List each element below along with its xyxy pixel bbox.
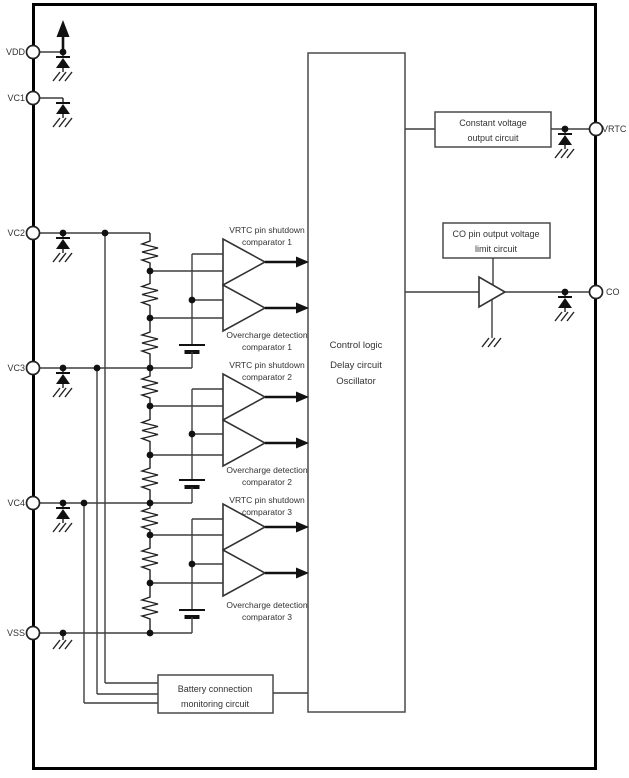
junction-dot — [102, 230, 109, 237]
ground-symbol — [53, 640, 72, 649]
arrowhead-icon — [296, 438, 309, 449]
junction-dot — [189, 561, 196, 568]
pin-co — [590, 286, 603, 299]
comparator-label: comparator 3 — [241, 507, 293, 517]
arrowhead-icon — [296, 522, 309, 533]
junction-dot — [60, 630, 67, 637]
control-logic-label-2: Delay circuit — [330, 360, 382, 371]
pin-vc1-label: VC1 — [7, 93, 25, 103]
junction-dot — [60, 365, 67, 372]
vc2-cell — [40, 233, 150, 262]
ground-symbol — [555, 149, 574, 158]
comparator-label: Overcharge detection — [226, 600, 308, 610]
diode-symbol — [56, 374, 70, 384]
esd-diode-symbol — [555, 129, 574, 158]
ground-symbol — [555, 312, 574, 321]
junction-dot — [60, 49, 67, 56]
pin-vdd-label: VDD — [5, 47, 25, 57]
resistor-symbol — [142, 233, 158, 271]
comparator-label: Overcharge detection — [226, 330, 308, 340]
junction-dot — [147, 532, 154, 539]
junction-dot — [147, 452, 154, 459]
junction-dot — [189, 297, 196, 304]
resistor-symbol — [142, 406, 158, 455]
comparator-label: Overcharge detection — [226, 465, 308, 475]
junction-dot — [147, 365, 154, 372]
battery-monitor-label-1: Battery connection — [177, 684, 253, 694]
pin-co-label: CO — [606, 287, 620, 297]
arrowhead-icon — [296, 257, 309, 268]
pin-vdd — [27, 46, 40, 59]
comparator-outputs — [265, 257, 309, 579]
pin-vc4 — [27, 497, 40, 510]
vdd-cell — [40, 20, 72, 81]
comparator-label: VRTC pin shutdown — [229, 360, 305, 370]
junction-dot — [147, 403, 154, 410]
diode-symbol — [558, 135, 572, 145]
pin-vss-label: VSS — [6, 628, 25, 638]
comparator-label: comparator 1 — [241, 342, 293, 352]
resistor-symbol — [142, 368, 158, 406]
comparator-label: comparator 2 — [241, 477, 293, 487]
comparator-triangle — [223, 285, 265, 331]
junction-dot — [147, 268, 154, 275]
resistor-symbol — [142, 535, 158, 583]
resistor-symbol — [142, 503, 158, 535]
co-output-section — [405, 223, 589, 347]
pin-vc3 — [27, 362, 40, 375]
comparator-inputs — [150, 254, 223, 583]
ground-symbol — [482, 338, 501, 347]
co-limit-label-2: limit circuit — [475, 244, 517, 254]
junction-dot — [81, 500, 88, 507]
arrowhead-icon — [296, 568, 309, 579]
comparator-label: comparator 3 — [241, 612, 293, 622]
pin-vc3-label: VC3 — [7, 363, 25, 373]
arrowhead-icon — [296, 392, 309, 403]
comparator-label: comparator 2 — [241, 372, 293, 382]
control-logic-block — [308, 53, 405, 712]
comparators — [223, 239, 265, 596]
comparator-label: comparator 1 — [241, 237, 293, 247]
diode-symbol — [56, 104, 70, 114]
constant-voltage-label-1: Constant voltage — [459, 118, 527, 128]
ground-symbol — [53, 118, 72, 127]
ground-symbol — [53, 72, 72, 81]
co-limit-label-1: CO pin output voltage — [452, 229, 540, 239]
vc3-cell — [40, 368, 192, 397]
resistor-chain — [142, 233, 158, 633]
control-logic-label-3: Oscillator — [336, 376, 376, 387]
comparator-label: VRTC pin shutdown — [229, 495, 305, 505]
battery-monitor-label-2: monitoring circuit — [180, 699, 250, 709]
junction-dot — [147, 500, 154, 507]
junction-dot — [60, 230, 67, 237]
diode-symbol — [558, 298, 572, 308]
junction-dot — [147, 315, 154, 322]
diode-symbol — [56, 509, 70, 519]
pin-vc4-label: VC4 — [7, 498, 25, 508]
junction-dot — [147, 580, 154, 587]
comparator-triangle — [223, 550, 265, 596]
comparator-label: VRTC pin shutdown — [229, 225, 305, 235]
constant-voltage-section — [405, 112, 589, 158]
diode-symbol — [56, 58, 70, 68]
resistor-symbol — [142, 583, 158, 633]
resistor-symbol — [142, 455, 158, 503]
control-logic-label-1: Control logic — [329, 340, 383, 351]
junction-dot — [562, 126, 569, 133]
constant-voltage-label-2: output circuit — [467, 133, 519, 143]
vc4-cell — [40, 503, 192, 532]
resistor-symbol — [142, 318, 158, 368]
pin-vc2-label: VC2 — [7, 228, 25, 238]
junction-dot — [94, 365, 101, 372]
vc1-cell — [40, 98, 72, 127]
pin-vc2 — [27, 227, 40, 240]
pin-vrtc — [590, 123, 603, 136]
diode-symbol — [56, 239, 70, 249]
ground-symbol — [53, 523, 72, 532]
ground-symbol — [53, 388, 72, 397]
resistor-symbol — [142, 271, 158, 318]
pin-vss — [27, 627, 40, 640]
esd-diode-symbol — [555, 292, 574, 321]
junction-dot — [562, 289, 569, 296]
comparator-triangle — [223, 420, 265, 466]
junction-dot — [147, 630, 154, 637]
up-arrow-icon — [57, 20, 70, 37]
ground-symbol — [53, 253, 72, 262]
arrowhead-icon — [296, 303, 309, 314]
reference-rail-3 — [179, 519, 205, 633]
pin-vc1 — [27, 92, 40, 105]
pin-vrtc-label: VRTC — [602, 124, 627, 134]
junction-dot — [60, 500, 67, 507]
junction-dot — [189, 431, 196, 438]
